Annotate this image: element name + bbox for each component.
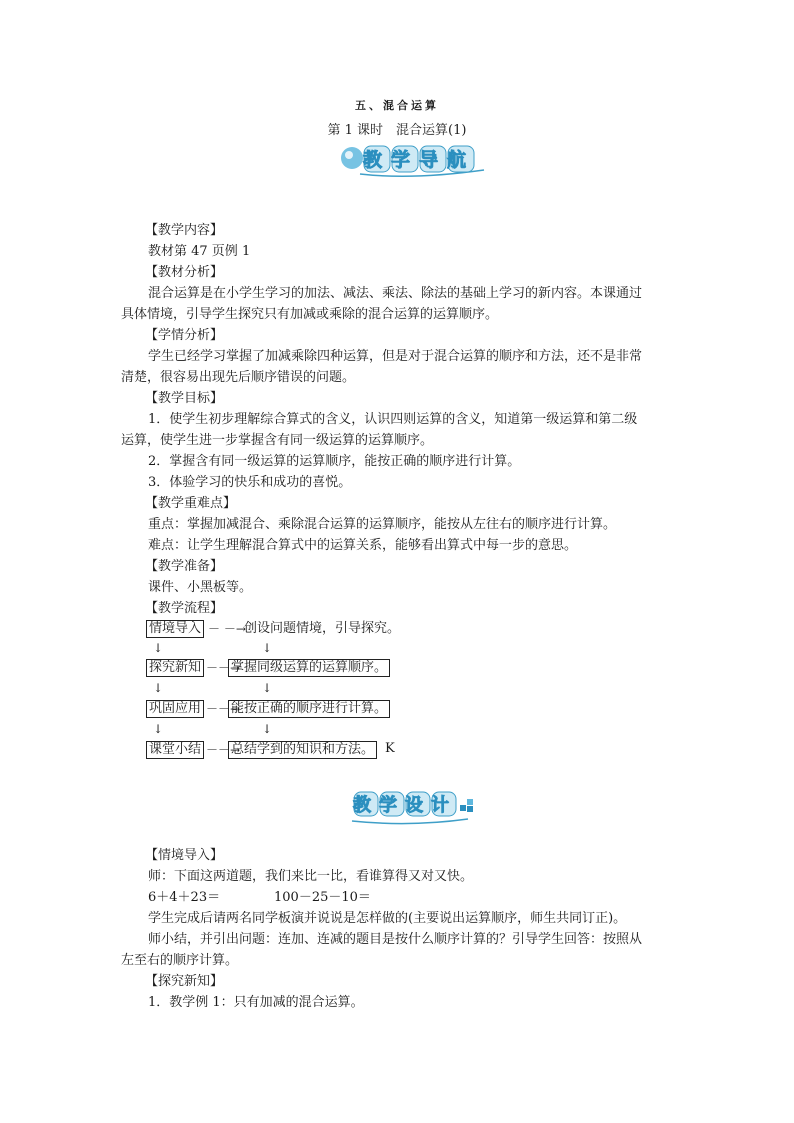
k-mark: K	[385, 741, 395, 756]
flow-down-arrow-3b: ↓	[262, 722, 273, 736]
flow-arrow-3: －－→	[206, 702, 241, 716]
intro-line-1: 师：下面这两道题，我们来比一比，看谁算得又对又快。	[148, 869, 474, 884]
student-line-1: 学生已经学习掌握了加减乘除四种运算，但是对于混合运算的顺序和方法，还不是非常	[148, 349, 643, 364]
section-head-student: 【学情分析】	[145, 328, 224, 343]
section-head-material: 【教材分析】	[145, 265, 224, 280]
flow-arrow-2: －－→	[206, 661, 241, 675]
flow-arrow-1: － －→	[208, 622, 246, 636]
flow-down-arrow-3a: ↓	[153, 722, 164, 736]
flow-desc-2: 掌握同级运算的运算顺序。	[228, 659, 390, 677]
goal-1-line-2: 运算，使学生进一步掌握含有同一级运算的运算顺序。	[121, 433, 434, 448]
flow-down-arrow-1b: ↓	[262, 641, 273, 655]
intro-line-3: 师小结，并引出问题：连加、连减的题目是按什么顺序计算的？引导学生回答：按照从	[148, 932, 643, 947]
difficult-point: 难点：让学生理解混合算式中的运算关系，能够看出算式中每一步的意思。	[148, 538, 578, 553]
guide-banner-graphic	[338, 140, 488, 182]
material-line-2: 具体情境，引导学生探究只有加减或乘除的混合运算的运算顺序。	[121, 307, 499, 322]
section-head-key: 【教学重难点】	[145, 496, 237, 511]
teaching-guide-banner	[338, 140, 488, 182]
flow-down-arrow-2a: ↓	[153, 681, 164, 695]
key-point: 重点：掌握加减混合、乘除混合运算的运算顺序，能按从左往右的顺序进行计算。	[148, 517, 617, 532]
flow-down-arrow-2b: ↓	[262, 681, 273, 695]
intro-equation-1: 6＋4＋23＝	[148, 890, 221, 905]
flow-step-3: 巩固应用	[146, 700, 204, 718]
lesson-title: 第 1 课时 混合运算(1)	[327, 123, 467, 138]
goal-3: 3．体验学习的快乐和成功的喜悦。	[148, 475, 352, 490]
material-line-1: 混合运算是在小学生学习的加法、减法、乘法、除法的基础上学习的新内容。本课通过	[148, 286, 643, 301]
flow-desc-3: 能按正确的顺序进行计算。	[228, 700, 390, 718]
section-head-prep: 【教学准备】	[145, 559, 224, 574]
flow-step-2: 探究新知	[146, 659, 204, 677]
explore-line-1: 1．教学例 1：只有加减的混合运算。	[148, 995, 364, 1010]
goal-2: 2．掌握含有同一级运算的运算顺序，能按正确的顺序进行计算。	[148, 454, 521, 469]
flow-step-1: 情境导入	[146, 620, 204, 638]
goal-1-line-1: 1．使学生初步理解综合算式的含义，认识四则运算的含义，知道第一级运算和第二级	[148, 412, 638, 427]
flow-arrow-4: －－→	[206, 743, 241, 757]
section-head-goal: 【教学目标】	[145, 391, 224, 406]
student-line-2: 清楚，很容易出现先后顺序错误的问题。	[121, 370, 356, 385]
section-head-flow: 【教学流程】	[145, 601, 224, 616]
chapter-title: 五、混合运算	[355, 99, 439, 112]
section-head-content: 【教学内容】	[145, 223, 224, 238]
section-head-intro: 【情境导入】	[145, 848, 224, 863]
flow-step-4: 课堂小结	[146, 741, 204, 759]
design-banner-graphic	[350, 787, 480, 827]
prep-text: 课件、小黑板等。	[148, 580, 253, 595]
intro-line-2: 学生完成后请两名同学板演并说说是怎样做的(主要说出运算顺序，师生共同订正)。	[148, 911, 627, 926]
intro-equation-2: 100－25－10＝	[274, 890, 371, 905]
design-banner-text: 教学设计	[353, 795, 457, 816]
guide-banner-text: 教学导航	[362, 149, 476, 171]
content-text: 教材第 47 页例 1	[148, 244, 251, 259]
teaching-design-banner	[350, 787, 480, 827]
flow-desc-1: 创设问题情境，引导探究。	[244, 621, 401, 636]
flow-down-arrow-1a: ↓	[153, 641, 164, 655]
flow-desc-4: 总结学到的知识和方法。	[228, 741, 377, 759]
intro-line-4: 左至右的顺序计算。	[121, 953, 239, 968]
section-head-explore: 【探究新知】	[145, 974, 224, 989]
